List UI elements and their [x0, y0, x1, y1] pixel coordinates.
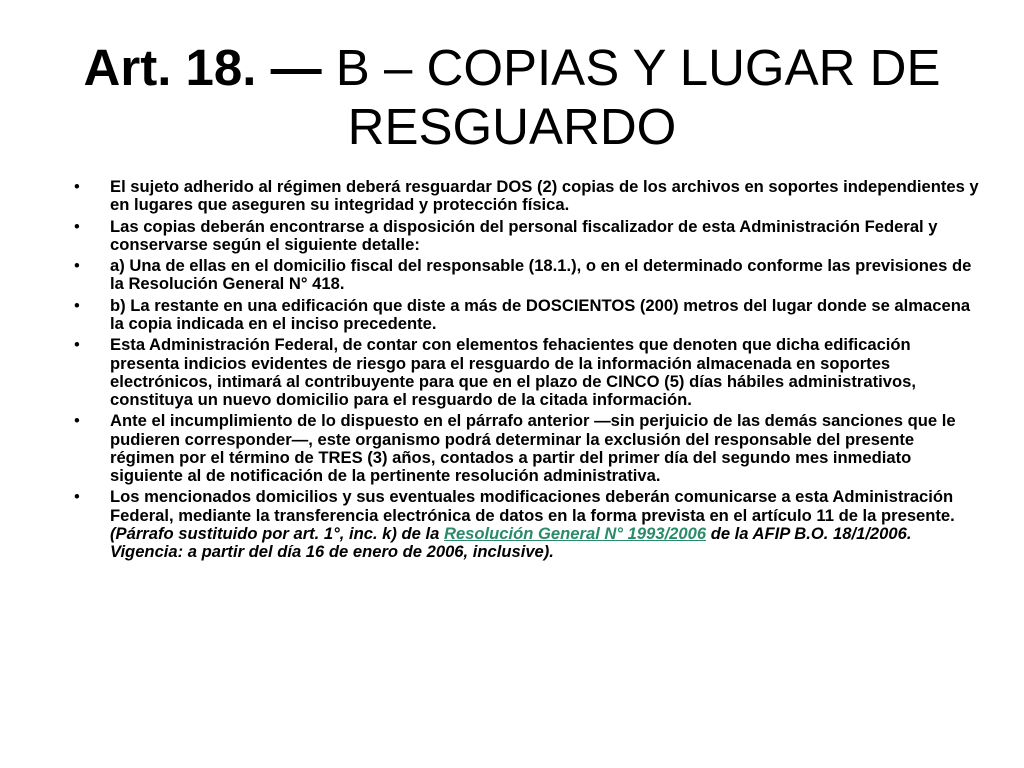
bullet-icon: •: [74, 216, 80, 236]
list-item: [74, 218, 980, 254]
title-article-number: Art. 18. —: [83, 39, 322, 96]
list-item-text: El sujeto adherido al régimen deberá resguardar DOS (2) copias de los archivos en soportes independientes y en lugares que aseguren su integridad y protección física.: [110, 177, 979, 215]
bullet-icon: •: [74, 411, 80, 431]
list-item-text: Esta Administración Federal, de contar con elementos fehacientes que denoten que dicha edificación presenta indicios evidentes de riesgo para el resguardo de la información almacenada en soportes electrónicos, intimará al contribuyente para que en el plazo de CINCO (5) días hábiles administrativos, constituya un nuevo domicilio para el resguardo de la citada información.: [110, 335, 916, 409]
list-item-text: a) Una de ellas en el domicilio fiscal del responsable (18.1.), o en el determinado conforme las previsiones de la Resolución General N° 418.: [110, 256, 972, 294]
list-item: [74, 178, 980, 214]
list-item: [74, 297, 980, 333]
bullet-icon: •: [74, 177, 80, 196]
list-item-text: b) La restante en una edificación que diste a más de DOSCIENTOS (200) metros del lugar donde se almacena la copia indicada en el inciso precedente.: [110, 295, 971, 333]
slide-title: [40, 38, 984, 156]
bullet-icon: •: [74, 335, 80, 355]
list-item: [74, 257, 980, 293]
list-item-text: Ante el incumplimiento de lo dispuesto en el párrafo anterior —sin perjuicio de las demás sanciones que le pudieren corresponder—, este organismo podrá determinar la exclusión del responsable del presente régimen por el término de TRES (3) años, contados a partir del primer día del segundo mes inmediato siguiente al de notificación de la pertinente resolución administrativa.: [110, 411, 956, 485]
bullet-icon: •: [74, 256, 80, 276]
list-item-text: Los mencionados domicilios y sus eventuales modificaciones deberán comunicarse a esta Administración Federal, mediante la transferencia electrónica de datos en la forma prevista en el artículo 11 de la presente.: [110, 487, 955, 525]
bullet-icon: •: [74, 295, 80, 315]
list-item: [74, 412, 980, 485]
list-item-text: Las copias deberán encontrarse a disposición del personal fiscalizador de esta Administración Federal y conservarse según el siguiente detalle:: [110, 216, 938, 254]
list-item: [74, 488, 980, 561]
title-heading: B – COPIAS Y LUGAR DE RESGUARDO: [321, 39, 941, 155]
citation-text-end: de la AFIP B.O. 18/1/2006. Vigencia: a partir del día 16 de enero de 2006, inclusive).: [110, 523, 912, 561]
bullet-list: [74, 178, 980, 564]
bullet-icon: •: [74, 487, 80, 507]
resolution-link[interactable]: Resolución General N° 1993/2006: [443, 523, 707, 543]
list-item: [74, 336, 980, 409]
citation-text: (Párrafo sustituido por art. 1°, inc. k) de la: [110, 523, 444, 543]
